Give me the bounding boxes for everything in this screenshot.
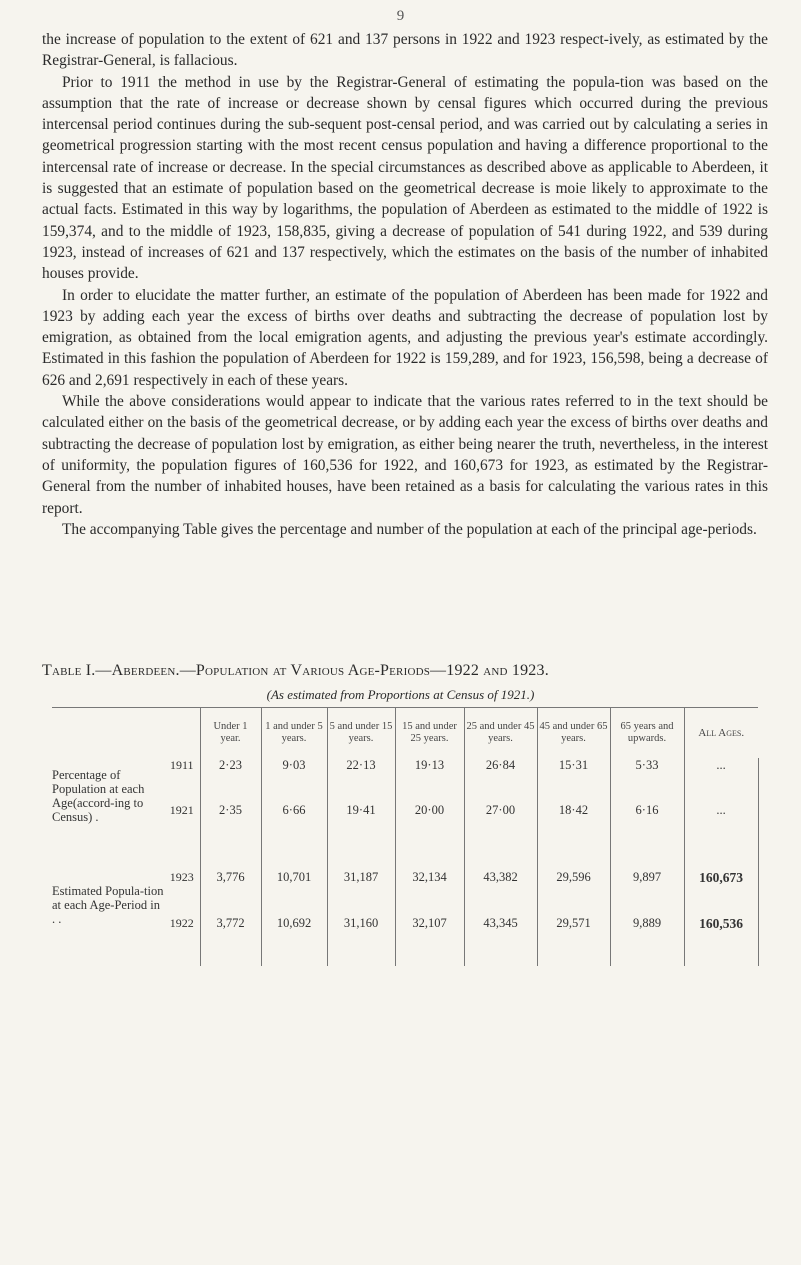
table-cell: 32,134 (395, 824, 464, 886)
table-cell: 160,536 (684, 886, 758, 966)
table-cell: 31,160 (327, 886, 395, 966)
col-header: 5 and under 15 years. (327, 708, 395, 759)
table-cell: 43,382 (464, 824, 537, 886)
body-text (42, 29, 768, 540)
population-table (52, 707, 759, 966)
table-row (52, 758, 758, 775)
row-group-label: Percentage of Population at each Age(accord-ing to Census) . (52, 768, 145, 824)
table-title-label: Table I. (42, 662, 96, 679)
table-cell: 19·13 (395, 758, 464, 775)
table-cell: ... (684, 758, 758, 775)
table-cell: 26·84 (464, 758, 537, 775)
paragraph: In order to elucidate the matter further, an estimate of the population of Aberdeen has been made for 1922 and 1923 by adding each year the excess of births over deaths and subtracting the decrease of population lost by emigration, as obtained from the local emigration agents, and adjusting the previous year's estimate accordingly. Estimated in this fashion the population of Aberdeen for 1922 is 159,289, and for 1923, 156,598, being a decrease of 626 and 2,691 respectively in each of these years. (42, 286, 768, 389)
year-cell: 1923 (169, 870, 194, 884)
col-header: All Ages. (684, 708, 758, 759)
paragraph: While the above considerations would appear to indicate that the various rates referred to in the text should be calculated either on the basis of the geometrical decrease, or by adding each year the excess of births over deaths and subtracting the decrease of population lost by emigration, as either being nearer the truth, nevertheless, in the interest of uniformity, the population figures of 160,536 for 1922, and 160,673 for 1923, as estimated by the Registrar-General from the number of inhabited houses, have been retained as a basis for calculating the various rates in this report. (42, 393, 768, 517)
col-header: 1 and under 5 years. (261, 708, 327, 759)
year-cell: 1922 (169, 916, 194, 930)
table-cell: 3,776 (200, 824, 261, 886)
page-number: 9 (396, 8, 405, 24)
table-cell: 6·16 (610, 775, 684, 824)
row-group-label: Estimated Popula-tion at each Age-Period in . . (52, 884, 164, 926)
col-header: 65 years and upwards. (610, 708, 684, 759)
table-row (52, 824, 758, 886)
table-cell: 15·31 (537, 758, 610, 775)
table-cell: 22·13 (327, 758, 395, 775)
table-cell: 9,897 (610, 824, 684, 886)
table-cell: 6·66 (261, 775, 327, 824)
table-cell: 2·23 (200, 758, 261, 775)
col-header: 25 and under 45 years. (464, 708, 537, 759)
paragraph: Prior to 1911 the method in use by the Registrar-General of estimating the popula-tion was based on the assumption that the rate of increase or decrease shown by censal figures which occurred during the previous intercensal period continues during the sub-sequent post-censal period, and was carried out by calculating a series in geometrical progression starting with the most recent census population and having a difference proportional to the intercensal rate of increase or decrease. In the special circumstances as described above as applicable to Aberdeen, it is suggested that an estimate of population based on the geometrical decrease is moie likely to approximate to the actual facts. Estimated in this way by logarithms, the population of Aberdeen as estimated to the middle of 1922 is 159,374, and to the middle of 1923, 158,835, giving a decrease of population of 541 during 1922, and 539 during 1923, instead of increases of 621 and 137 respectively, which the estimates on the basis of the number of inhabited houses provide. (42, 73, 768, 283)
col-header: 45 and under 65 years. (537, 708, 610, 759)
table-cell: 10,701 (261, 824, 327, 886)
table-title-text: —Aberdeen.—Population at Various Age-Periods—1922 and 1923. (95, 662, 549, 679)
table-cell: 2·35 (200, 775, 261, 824)
paragraph: the increase of population to the extent of 621 and 137 persons in 1922 and 1923 respect-ively, as estimated by the Registrar-General, is fallacious. (42, 31, 768, 70)
table-cell: 27·00 (464, 775, 537, 824)
table-cell: 43,345 (464, 886, 537, 966)
table-title (42, 662, 768, 680)
table-cell: 18·42 (537, 775, 610, 824)
table-cell: 20·00 (395, 775, 464, 824)
year-cell: 1921 (169, 803, 194, 818)
year-cell: 1911 (169, 758, 194, 772)
paragraph: The accompanying Table gives the percentage and number of the population at each of the principal age-periods. (62, 520, 757, 538)
col-header: 15 and under 25 years. (395, 708, 464, 759)
table-subtitle: (As estimated from Proportions at Census of 1921.) (266, 687, 535, 702)
table-cell: 32,107 (395, 886, 464, 966)
header-row (52, 708, 758, 759)
table-cell: 29,571 (537, 886, 610, 966)
table-cell: 3,772 (200, 886, 261, 966)
table-cell: 9,889 (610, 886, 684, 966)
table-cell: 10,692 (261, 886, 327, 966)
table-cell: 31,187 (327, 824, 395, 886)
col-header: Under 1 year. (200, 708, 261, 759)
table-cell: 9·03 (261, 758, 327, 775)
table-cell: 29,596 (537, 824, 610, 886)
table-cell: 19·41 (327, 775, 395, 824)
table-cell: ... (684, 775, 758, 824)
table-cell: 5·33 (610, 758, 684, 775)
table-cell: 160,673 (684, 824, 758, 886)
